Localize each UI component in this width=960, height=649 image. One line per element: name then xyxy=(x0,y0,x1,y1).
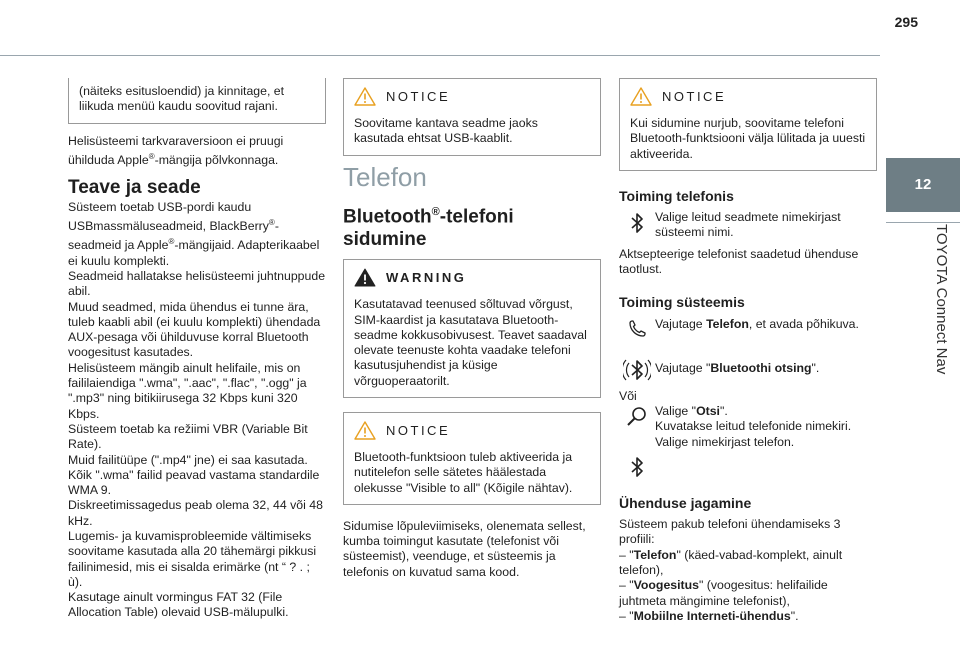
heading-connection-sharing: Ühenduse jagamine xyxy=(619,494,752,511)
phone-accept-text: Aktsepteerige telefonist saadetud ühenduse taotlust. xyxy=(619,246,859,277)
bluetooth-pairing-heading xyxy=(343,201,601,251)
info-line: Lugemis- ja kuvamisprobleemide vältimiseks soovitame kasutada alla 20 tähemärgi pikkusi failinimesid, mis ei sisalda erimärke (nt “ ? . ; ù). xyxy=(68,529,317,589)
info-line: Diskreetimissagedus peab olema 32, 44 või 48 kHz. xyxy=(68,498,323,528)
notice-text: Kui sidumine nurjub, soovitame telefoni Bluetooth-funktsiooni välja lülitada ja uuesti aktiveerida. xyxy=(630,116,866,161)
text: ". xyxy=(811,360,820,375)
section-heading-info: Teave ja seade xyxy=(68,177,201,199)
info-line: Kõik ".wma" failid peavad vastama standardile WMA 9. xyxy=(68,467,320,498)
text: – " xyxy=(619,578,634,593)
text: Vajutage " xyxy=(655,360,711,375)
usb-paragraph xyxy=(68,200,326,269)
bold-term: Bluetoothi otsing xyxy=(710,360,812,375)
info-line: Seadmeid hallatakse helisüsteemi juhtnuppude abil. xyxy=(68,268,326,299)
page-number: 295 xyxy=(894,14,918,30)
notice-title: NOTICE xyxy=(386,88,451,104)
warning-header xyxy=(354,268,590,287)
chapter-tab-rule xyxy=(886,222,960,223)
notice-box xyxy=(343,412,601,505)
notice-title: NOTICE xyxy=(386,422,451,438)
notice-header xyxy=(354,87,590,106)
bold-term: Telefon xyxy=(706,316,749,331)
notice-box xyxy=(619,78,877,171)
warning-text: Kasutatavad teenused sõltuvad võrgust, SIM-kaardist ja kasutatava Bluetooth-seadme kokkusobivusest. Teavet saadaval olevate teenuste kohta vaadake telefoni kasutusjuhendist ja küsige võrguoperaatorilt. xyxy=(354,297,587,388)
profile-item xyxy=(619,548,877,579)
warning-box xyxy=(343,259,601,398)
heading-phone-action: Toiming telefonis xyxy=(619,187,734,204)
text: " (käed-vabad-komplekt, ainult telefon), xyxy=(619,547,843,578)
notice-text: Bluetooth-funktsioon tuleb aktiveerida ja nutitelefon selle sätetes häälestada olekusse "Visible to all" (Kõigile nähtav). xyxy=(354,450,573,495)
info-line: Helisüsteem mängib ainult helifaile, mis on faililaiendiga ".wma", ".aac", ".flac", ".ogg" ja ".mp3" ning bitikiirusega 32 Kbps kuni 320 Kbps. xyxy=(68,360,307,421)
info-line: Kasutage ainult vormingus FAT 32 (File Allocation Table) olevaid USB-mälupulki. xyxy=(68,590,289,620)
empty-text xyxy=(655,454,877,478)
bold-term: Voogesitus xyxy=(633,578,699,593)
bluetooth-step xyxy=(619,454,877,478)
search-step-line xyxy=(655,404,877,419)
notice-header xyxy=(354,421,590,440)
profile-item xyxy=(619,578,877,609)
chapter-number-box xyxy=(886,158,960,212)
notice-icon xyxy=(354,421,376,440)
text: ". xyxy=(790,608,799,623)
info-line: Muud seadmed, mida ühendus ei tunne ära, tuleb kaabli abil (ei kuulu komplekti) ühendada AUX-pesaga või ühilduvuse korral Bluetooth voogesitust kasutades. xyxy=(68,299,321,360)
bluetooth-icon xyxy=(630,212,644,234)
text: – " xyxy=(619,608,634,623)
top-rule xyxy=(0,55,880,56)
text: -seadmeid ja Apple xyxy=(68,218,279,253)
system-step xyxy=(619,404,877,450)
text: -mängijaid. Adapterikaabel ei kuulu komplekti. xyxy=(68,238,320,268)
bluetooth-search-icon xyxy=(623,357,651,383)
info-line: Süsteem toetab ka režiimi VBR (Variable Bit Rate). xyxy=(68,421,308,452)
pairing-paragraph: Sidumise lõpuleviimiseks, olenemata sellest, kumba toimingut kasutate (telefonist või süsteemist), veenduge, et süsteemis ja telefonis on kuvatud sama kood. xyxy=(343,518,586,579)
text: Helisüsteemi tarkvaraversioon ei pruugi ühilduda Apple xyxy=(68,133,284,167)
search-icon xyxy=(626,406,648,428)
system-step-text xyxy=(655,404,877,450)
warning-title: WARNING xyxy=(386,270,467,286)
compat-paragraph xyxy=(68,134,326,169)
notice-icon xyxy=(630,87,652,106)
text: Valige " xyxy=(655,403,697,418)
notice-header xyxy=(630,87,866,106)
column-1 xyxy=(68,78,326,621)
icon-cell xyxy=(619,454,655,478)
select-phone-line: Valige nimekirjast telefon. xyxy=(655,434,795,449)
spacer xyxy=(619,345,877,351)
text: Vajutage xyxy=(655,316,707,331)
registered-mark: ® xyxy=(168,237,175,247)
notice-text: Soovitame kantava seadme jaoks kasutada ehtsat USB-kaablit. xyxy=(354,116,538,146)
registered-mark: ® xyxy=(148,151,155,161)
search-result-line: Kuvatakse leitud telefonide nimekiri. xyxy=(655,419,852,434)
text: -telefoni sidumine xyxy=(343,206,514,251)
bold-term: Mobiilne Interneti-ühendus xyxy=(633,608,791,623)
phone-step-text: Valige leitud seadmete nimekirjast süsteemi nimi. xyxy=(655,210,841,240)
warning-icon xyxy=(354,268,376,287)
column-2 xyxy=(343,78,601,580)
section-title-phone: Telefon xyxy=(343,161,427,192)
share-intro: Süsteem pakub telefoni ühendamiseks 3 profiili: xyxy=(619,517,841,547)
icon-cell xyxy=(619,317,655,339)
text: " (voogesitus: helifailide juhtmeta mängimine telefonist), xyxy=(619,578,828,608)
icon-cell xyxy=(619,404,655,450)
chapter-title: TOYOTA Connect Nav xyxy=(933,224,950,375)
text: ". xyxy=(719,403,728,418)
or-text: Või xyxy=(619,388,637,403)
bold-term: Otsi xyxy=(696,403,720,418)
registered-mark: ® xyxy=(431,205,440,218)
profile-item xyxy=(619,609,877,624)
heading-system-action: Toiming süsteemis xyxy=(619,294,745,311)
text: – " xyxy=(619,547,634,562)
notice-icon xyxy=(354,87,376,106)
column-3 xyxy=(619,78,877,624)
system-step xyxy=(619,355,877,383)
phone-icon xyxy=(627,319,647,339)
bold-term: Telefon xyxy=(633,547,677,562)
bluetooth-icon xyxy=(630,456,644,478)
info-line: Muid failitüüpe (".mp4" jne) ei saa kasutada. xyxy=(68,452,308,467)
registered-mark: ® xyxy=(268,217,275,227)
text: Bluetooth xyxy=(343,206,432,228)
icon-cell xyxy=(619,210,655,241)
phone-step xyxy=(619,210,877,241)
system-step xyxy=(619,317,877,339)
continued-box xyxy=(68,78,326,124)
system-step-text xyxy=(655,317,877,339)
text: -mängija põlvkonnaga. xyxy=(154,152,279,167)
notice-title: NOTICE xyxy=(662,88,727,104)
system-step-text xyxy=(655,355,877,383)
text: , et avada põhikuva. xyxy=(748,316,859,331)
continued-box-text: (näiteks esitusloendid) ja kinnitage, et liikuda menüü kaudu soovitud rajani. xyxy=(79,84,285,114)
chapter-number: 12 xyxy=(914,176,932,193)
text: Süsteem toetab USB-pordi kaudu USBmassmäluseadmeid, BlackBerry xyxy=(68,199,269,233)
chapter-tab xyxy=(886,0,960,649)
icon-cell xyxy=(619,355,655,383)
notice-box xyxy=(343,78,601,156)
